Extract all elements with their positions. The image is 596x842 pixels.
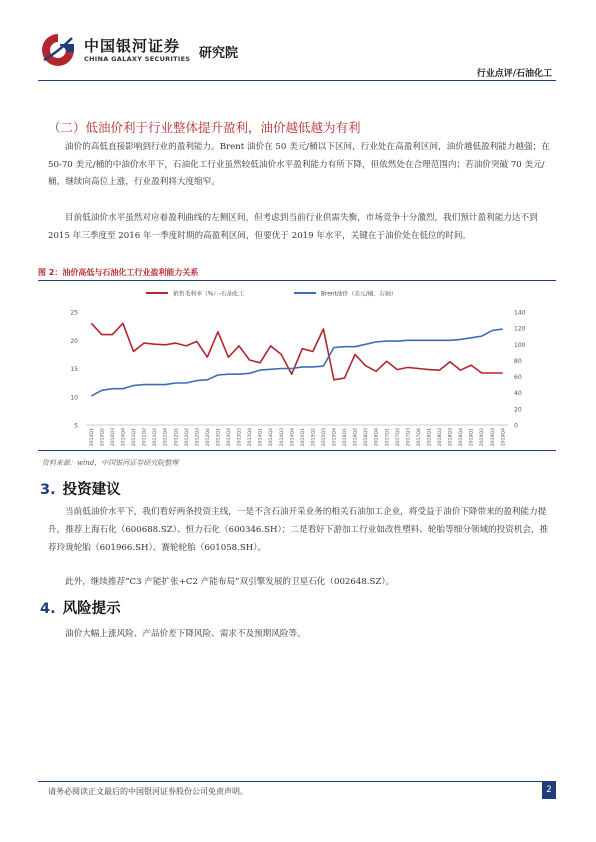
section-title: 风险提示: [62, 601, 121, 617]
x-tick-label: 2012Q3: [195, 428, 201, 447]
x-tick-label: 2018Q1: [427, 428, 433, 447]
x-tick-label: 2014Q4: [290, 428, 296, 447]
left-y-tick-label: 10: [70, 394, 78, 402]
left-y-tick-label: 15: [70, 366, 78, 373]
x-tick-label: 2016Q1: [343, 428, 349, 447]
right-y-tick-label: 80: [514, 357, 522, 365]
right-y-tick-label: 100: [514, 341, 526, 349]
legend-label: Brent油价（美元/桶，右轴）: [321, 291, 397, 298]
x-tick-label: 2019Q1: [469, 428, 475, 447]
page-number: 2: [542, 782, 556, 799]
section-number: 4.: [40, 601, 56, 617]
section-title: 投资建议: [62, 482, 121, 498]
figure-title: 图 2：油价高低与石油化工行业盈利能力关系: [38, 268, 199, 277]
x-tick-label: 2014Q3: [279, 428, 285, 447]
paragraph-risk: 油价大幅上涨风险、产品价差下降风险、需求不及预期风险等。: [65, 629, 306, 639]
x-tick-label: 2019Q3: [490, 428, 496, 447]
company-logo: [38, 30, 190, 70]
x-tick-label: 2012Q2: [184, 428, 190, 447]
x-tick-label: 2013Q3: [237, 428, 243, 447]
x-tick-label: 2014Q1: [258, 428, 264, 447]
x-tick-label: 2011Q1: [132, 428, 138, 447]
oil-margin-chart: [38, 282, 556, 450]
institute-label: 研究院: [199, 46, 239, 61]
galaxy-logo-icon: [38, 30, 78, 70]
section-heading-risk: [40, 597, 121, 618]
right-y-tick-label: 120: [514, 325, 526, 333]
right-y-tick-label: 20: [514, 406, 522, 414]
report-type: 行业点评/石油化工: [476, 69, 552, 79]
x-tick-label: 2012Q1: [174, 428, 180, 447]
paragraph-investment-extra: 此外，继续推荐“C3 产能扩张+C2 产能布局”双引擎发展的卫星石化（002648.SZ）。: [65, 577, 395, 587]
x-tick-label: 2014Q2: [269, 428, 275, 447]
right-y-tick-label: 0: [514, 422, 518, 430]
x-tick-label: 2016Q2: [353, 428, 359, 447]
x-tick-label: 2015Q3: [321, 428, 327, 447]
header-divider: [38, 80, 556, 81]
x-tick-label: 2015Q1: [300, 428, 306, 447]
x-tick-label: 2016Q3: [364, 428, 370, 447]
left-y-tick-label: 20: [70, 337, 78, 345]
figure-top-rule: [38, 280, 556, 281]
x-tick-label: 2017Q3: [406, 428, 412, 447]
x-tick-label: 2010Q4: [121, 428, 127, 447]
subsection-title: （二）低油价利于行业整体提升盈利，油价越低越为有利: [48, 120, 361, 135]
x-tick-label: 2010Q3: [110, 428, 116, 447]
x-tick-label: 2011Q3: [153, 428, 159, 447]
x-tick-label: 2013Q1: [216, 428, 222, 447]
x-tick-label: 2018Q4: [459, 428, 465, 447]
x-tick-label: 2010Q1: [89, 428, 95, 447]
right-y-tick-label: 60: [514, 374, 522, 382]
section-heading-investment: [40, 478, 121, 499]
section-number: 3.: [40, 482, 56, 498]
x-tick-label: 2011Q4: [163, 428, 169, 447]
x-tick-label: 2019Q2: [480, 428, 486, 447]
right-y-tick-label: 140: [514, 309, 526, 317]
right-y-tick-label: 40: [514, 390, 522, 398]
x-tick-label: 2018Q2: [438, 428, 444, 447]
x-tick-label: 2013Q2: [227, 428, 233, 447]
paragraph-oil-profit: 油价的高低直接影响到行业的盈利能力。Brent 油价在 50 美元/桶以下区间，行业处在高盈利区间，油价越低盈利能力越强；在 50-70 美元/桶的中油价水平下，石油化工行业虽然较低油价水平盈利能力有所下降，但依然处在合理范围内；若油价突破 70 美元/桶，继续向高位上涨，行业盈利将大度缩窄。: [48, 142, 550, 188]
disclaimer-note: 请务必阅读正文最后的中国银河证券股份公司免责声明。: [48, 787, 248, 796]
x-tick-label: 2010Q2: [100, 428, 106, 447]
x-tick-label: 2017Q4: [416, 428, 422, 447]
paragraph-current-outlook: 目前低油价水平虽然对应着盈利曲线的左侧区间，但考虑到当前行业供需失衡，市场竞争十分激烈，我们预计盈利能力达不到 2015 年三季度至 2016 年一季度时期的高盈利区间，但要优于 2019 年水平，关键在于油价处在低位的时间。: [48, 213, 538, 241]
legend-label: 销售毛利率（%）-石油化工: [173, 291, 245, 298]
logo-chinese-name: 中国银河证券: [84, 36, 181, 55]
figure-bottom-rule: [38, 450, 556, 451]
x-tick-label: 2018Q3: [448, 428, 454, 447]
figure-source: 资料来源：wind，中国银河证券研究院整理: [42, 459, 179, 467]
x-tick-label: 2017Q2: [395, 428, 401, 447]
x-tick-label: 2016Q4: [374, 428, 380, 447]
logo-english-name: CHINA GALAXY SECURITIES: [84, 54, 191, 63]
series-line-gross-margin: [91, 323, 502, 380]
left-y-tick-label: 25: [70, 309, 78, 317]
x-tick-label: 2015Q4: [332, 428, 338, 447]
left-y-tick-label: 5: [74, 422, 78, 430]
x-tick-label: 2019Q4: [501, 428, 507, 447]
x-tick-label: 2015Q2: [311, 428, 317, 447]
x-tick-label: 2012Q4: [205, 428, 211, 447]
x-tick-label: 2011Q2: [142, 428, 148, 447]
x-tick-label: 2017Q1: [385, 428, 391, 447]
x-tick-label: 2013Q4: [248, 428, 254, 447]
paragraph-investment-main: 当前低油价水平下，我们看好两条投资主线，一是不含石油开采业务的相关石油加工企业，将受益于油价下降带来的盈利能力提升，推荐上海石化（600688.SZ）、恒力石化（600346.SH）；二是看好下游加工行业如改性塑料、轮胎等细分领域的投资机会，推荐玲珑轮胎（601966.SH）、赛轮轮胎（601058.SH）。: [48, 507, 549, 553]
footer-divider: [38, 781, 556, 782]
